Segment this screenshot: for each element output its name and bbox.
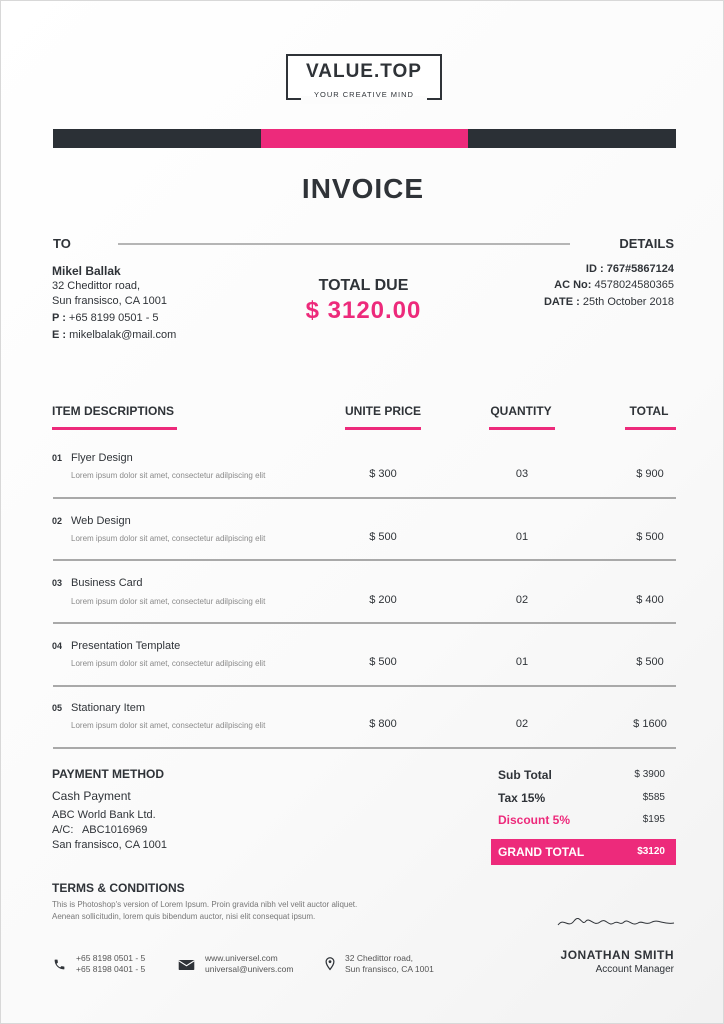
client-phone-label: P : — [52, 312, 66, 324]
discount-value: $195 — [642, 814, 665, 825]
header-underline-price — [345, 427, 421, 430]
row-description: Lorem ipsum dolor sit amet, consectetur adilpiscing elit — [71, 597, 266, 606]
row-price: $ 500 — [369, 531, 397, 543]
header-bar-left — [53, 129, 261, 148]
signature-script — [554, 911, 678, 938]
row-title: Business Card — [71, 577, 143, 589]
location-pin-icon — [325, 957, 335, 971]
invoice-date-label: DATE : — [543, 296, 580, 308]
row-price: $ 800 — [369, 718, 397, 730]
payment-bank: ABC World Bank Ltd. — [52, 809, 156, 821]
to-heading: TO — [53, 236, 71, 251]
row-separator — [53, 622, 676, 624]
details-heading: DETAILS — [619, 236, 674, 251]
terms-line1: This is Photoshop's version of Lorem Ipsum. Proin gravida nibh vel velit auctor aliquet. — [52, 900, 358, 909]
row-separator — [53, 747, 676, 749]
row-quantity: 02 — [515, 718, 529, 730]
logo-title: VALUE.TOP — [306, 61, 422, 82]
terms-heading: TERMS & CONDITIONS — [52, 881, 185, 895]
to-divider — [118, 243, 570, 245]
total-due-value: $ 3120.00 — [305, 297, 422, 324]
row-separator — [53, 559, 676, 561]
row-description: Lorem ipsum dolor sit amet, consectetur adilpiscing elit — [71, 534, 266, 543]
row-total: $ 400 — [636, 594, 664, 606]
client-address-line2: Sun fransisco, CA 1001 — [52, 295, 167, 307]
footer-address-1: 32 Chedittor road, — [345, 953, 414, 963]
header-quantity: QUANTITY — [490, 404, 552, 418]
payment-account: A/C: ABC1016969 — [52, 824, 148, 836]
account-number-label: AC No: — [554, 279, 592, 291]
row-description: Lorem ipsum dolor sit amet, consectetur adilpiscing elit — [71, 471, 266, 480]
invoice-title: INVOICE — [301, 173, 425, 204]
header-underline-total — [625, 427, 676, 430]
client-email-label: E : — [52, 329, 67, 341]
row-title: Web Design — [71, 515, 131, 527]
invoice-date — [544, 296, 674, 308]
row-title: Presentation Template — [71, 640, 181, 652]
row-price: $ 200 — [369, 594, 397, 606]
payment-method-value: Cash Payment — [52, 789, 131, 803]
header-underline-quantity — [489, 427, 555, 430]
footer-address-2: Sun fransisco, CA 1001 — [345, 964, 434, 974]
client-email-value: mikelbalak@mail.com — [69, 329, 177, 341]
envelope-icon — [178, 959, 195, 971]
row-separator — [53, 497, 676, 499]
tax-label: Tax 15% — [498, 791, 546, 805]
row-number: 05 — [52, 703, 63, 713]
header-unit-price: UNITE PRICE — [344, 404, 421, 418]
row-total: $ 900 — [636, 468, 664, 480]
logo-subtitle: YOUR CREATIVE MIND — [314, 90, 414, 99]
header-underline-description — [52, 427, 177, 430]
client-address-line1: 32 Chedittor road, — [52, 280, 141, 292]
invoice-id-label: ID : — [585, 263, 604, 275]
row-quantity: 01 — [515, 531, 529, 543]
row-number: 04 — [52, 641, 63, 651]
client-email — [52, 327, 176, 343]
client-phone — [52, 310, 159, 326]
client-phone-value: +65 8199 0501 - 5 — [68, 312, 159, 324]
row-price: $ 500 — [369, 656, 397, 668]
row-quantity: 01 — [515, 656, 529, 668]
row-title: Flyer Design — [71, 452, 133, 464]
row-price: $ 300 — [369, 468, 397, 480]
tax-value: $585 — [642, 792, 665, 803]
account-number-value: 4578024580365 — [594, 279, 674, 291]
footer-website: www.universel.com — [205, 953, 278, 963]
account-number — [554, 279, 674, 291]
row-number: 03 — [52, 578, 63, 588]
subtotal-label: Sub Total — [498, 768, 552, 782]
signatory-role: Account Manager — [595, 964, 674, 975]
grand-total-label: GRAND TOTAL — [498, 845, 585, 859]
footer-email: universal@univers.com — [205, 964, 294, 974]
total-due-label: TOTAL DUE — [318, 277, 409, 294]
payment-method-heading: PAYMENT METHOD — [52, 767, 165, 781]
header-total: TOTAL — [629, 404, 669, 418]
header-bar-middle — [261, 129, 468, 148]
row-separator — [53, 685, 676, 687]
phone-icon — [53, 958, 66, 971]
footer-phone-1: +65 8198 0501 - 5 — [76, 953, 146, 963]
invoice-date-value: 25th October 2018 — [582, 296, 674, 308]
footer-phone-2: +65 8198 0401 - 5 — [76, 964, 146, 974]
row-number: 02 — [52, 516, 63, 526]
grand-total-value: $3120 — [637, 846, 665, 857]
invoice-id — [586, 263, 674, 275]
header-item-descriptions: ITEM DESCRIPTIONS — [52, 404, 175, 418]
signatory-name: JONATHAN SMITH — [560, 948, 674, 962]
row-title: Stationary Item — [71, 702, 145, 714]
payment-city: San fransisco, CA 1001 — [52, 839, 167, 851]
row-total: $ 1600 — [633, 718, 667, 730]
row-number: 01 — [52, 453, 63, 463]
terms-line2: Aenean sollicitudin, lorem quis bibendum auctor, nisi elit consequat ipsum. — [52, 912, 316, 921]
discount-label: Discount 5% — [498, 813, 571, 827]
row-quantity: 03 — [515, 468, 529, 480]
row-total: $ 500 — [636, 656, 664, 668]
row-description: Lorem ipsum dolor sit amet, consectetur adilpiscing elit — [71, 659, 266, 668]
row-quantity: 02 — [515, 594, 529, 606]
invoice-id-value: 767#5867124 — [606, 263, 674, 275]
header-bar-right — [468, 129, 676, 148]
row-total: $ 500 — [636, 531, 664, 543]
subtotal-value: $ 3900 — [634, 769, 665, 780]
row-description: Lorem ipsum dolor sit amet, consectetur adilpiscing elit — [71, 721, 266, 730]
client-name: Mikel Ballak — [52, 264, 121, 278]
